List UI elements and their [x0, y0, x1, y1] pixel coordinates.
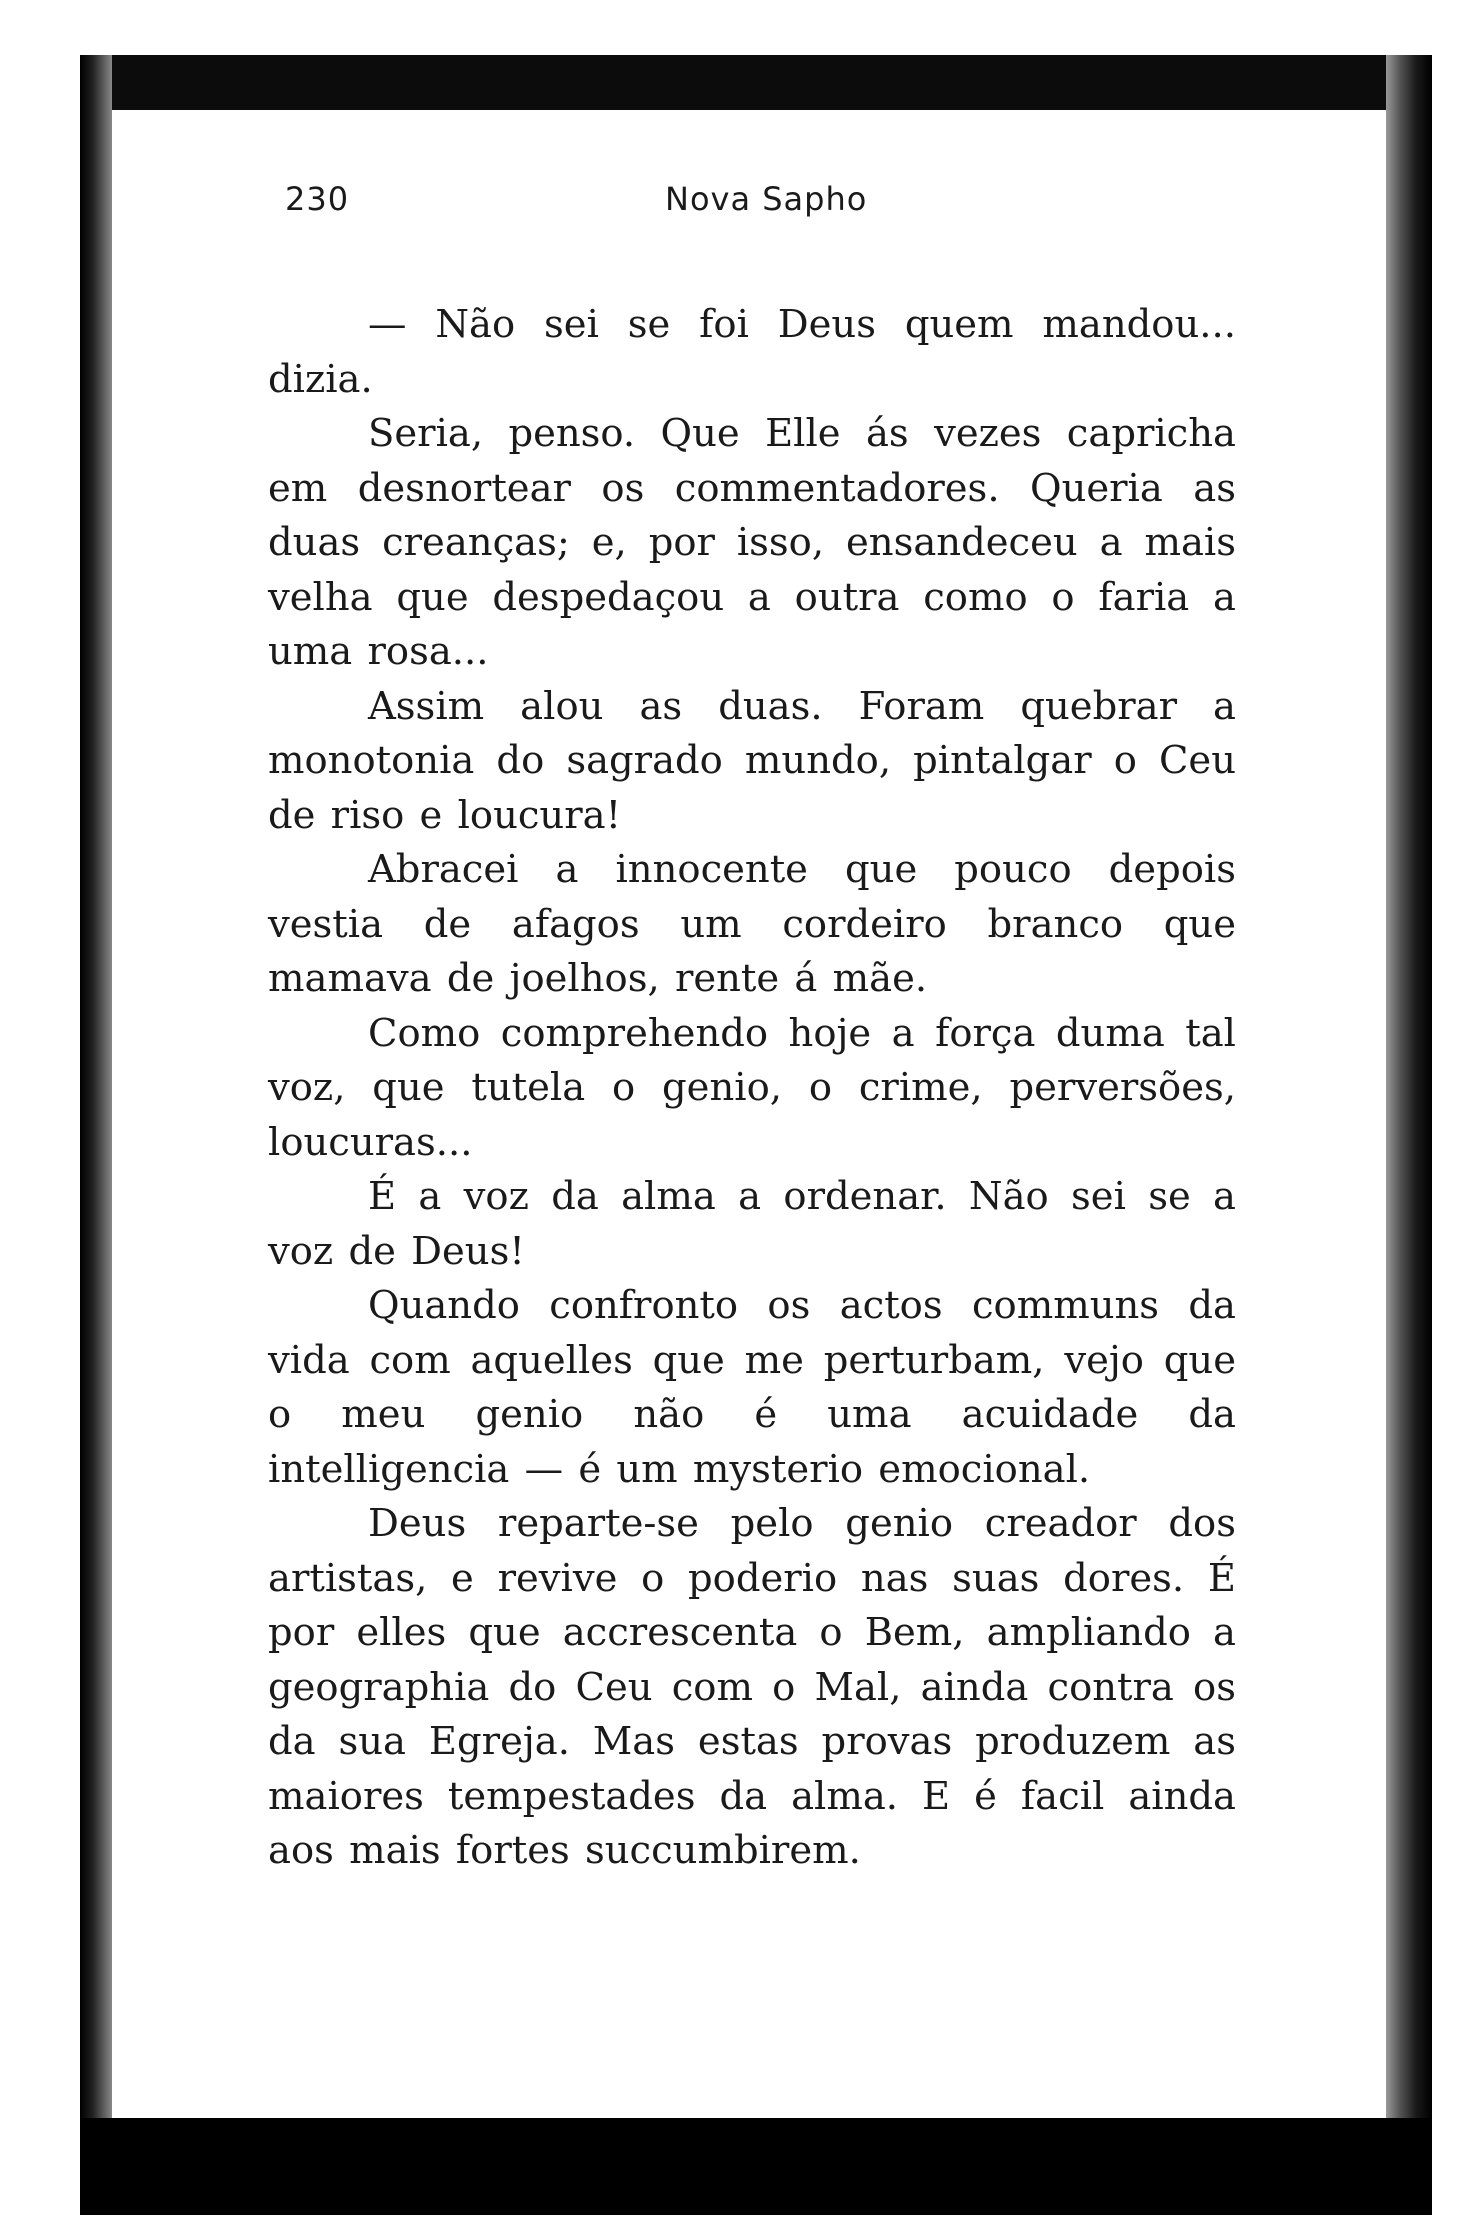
paragraph: Abracei a innocente que pouco depois vestia de afagos um cordeiro branco que mamava de joelhos, rente á mãe.	[268, 847, 1236, 1001]
paragraph: É a voz da alma a ordenar. Não sei se a voz de Deus!	[268, 1174, 1236, 1274]
paragraph: Como comprehendo hoje a força duma tal voz, que tutela o genio, o crime, perversões, loucuras...	[268, 1010, 1236, 1165]
paragraph: Deus reparte-se pelo genio creador dos artistas, e revive o poderio nas suas dores. É por elles que accrescenta o Bem, ampliando a geographia do Ceu com o Mal, ainda contra os da sua Egreja. Mas estas provas produzem as maiores tempestades da alma. E é facil ainda aos mais fortes succumbirem.	[268, 1501, 1236, 1873]
page-number: 230	[285, 180, 350, 218]
running-title: Nova Sapho	[665, 180, 868, 218]
page-header	[285, 180, 1285, 230]
scan-bottom-border	[80, 2118, 1432, 2215]
page-edge-left	[80, 55, 112, 2215]
paragraph: Quando confronto os actos communs da vida com aquelles que me perturbam, vejo que o meu genio não é uma acuidade da intelligencia — é um mysterio emocional.	[268, 1283, 1236, 1492]
page-edge-right	[1386, 55, 1432, 2215]
paragraph: Assim alou as duas. Foram quebrar a monotonia do sagrado mundo, pintalgar o Ceu de riso e loucura!	[268, 683, 1236, 838]
paragraph: — Não sei se foi Deus quem mandou... dizia.	[268, 302, 1236, 402]
body-text	[268, 298, 1236, 1879]
paragraph: Seria, penso. Que Elle ás vezes capricha em desnortear os commentadores. Queria as duas creanças; e, por isso, ensandeceu a mais velha que despedaçou a outra como o faria a uma rosa...	[268, 411, 1236, 674]
